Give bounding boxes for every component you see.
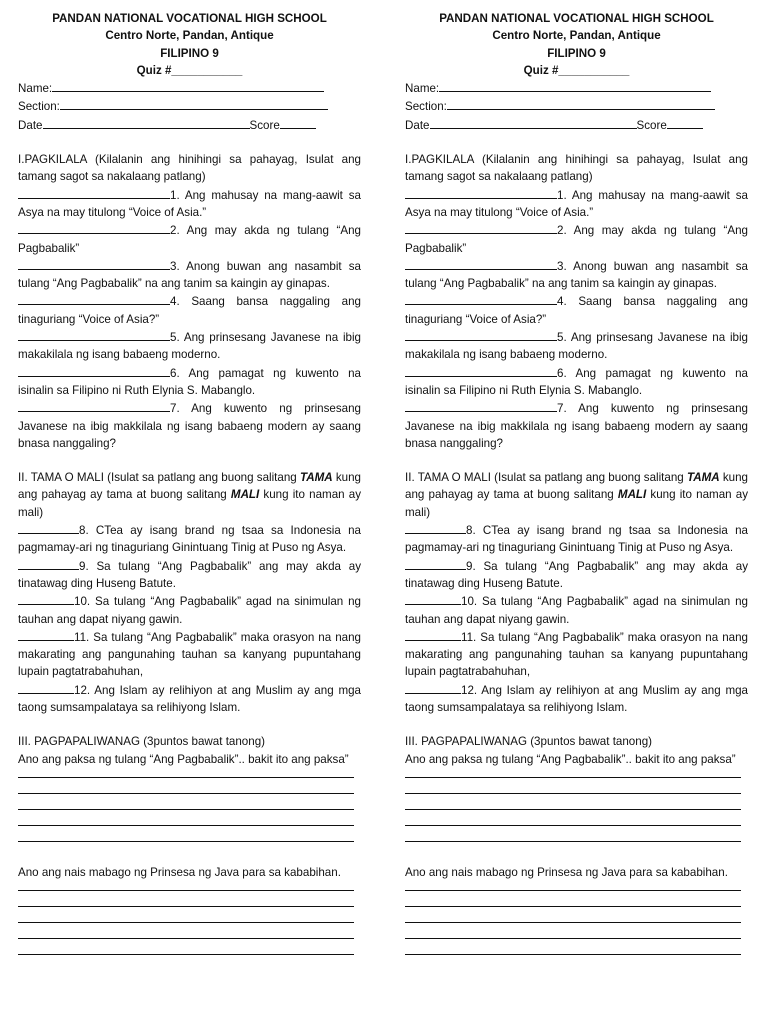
essay-question-2: Ano ang nais mabago ng Prinsesa ng Java para sa kababihan. — [18, 865, 341, 879]
answer-line[interactable] — [18, 794, 354, 810]
question-1: 1. Ang mahusay na mang-aawit sa Asya na may titulong “Voice of Asia.” — [405, 186, 748, 222]
answer-line[interactable] — [405, 826, 741, 842]
question-7: 7. Ang kuwento ng prinsesang Javanese na ibig makkilala ng isang babaeng modern ay saang bnasa nanggaling? — [405, 399, 748, 452]
section-label: Section: — [18, 100, 60, 114]
answer-line[interactable] — [18, 778, 354, 794]
answer-line[interactable] — [18, 891, 354, 907]
answer-blank[interactable] — [18, 681, 74, 694]
question-10: 10. Sa tulang “Ang Pagbabalik” agad na sinimulan ng tauhan ang dapat niyang gawin. — [18, 592, 361, 628]
answer-blank[interactable] — [18, 521, 79, 534]
answer-blank[interactable] — [18, 257, 170, 270]
question-8: 8. CTea ay isang brand ng tsaa sa Indonesia na pagmamay-ari ng tinaguriang Ginintuang Tinig at Puso ng Asya. — [405, 521, 748, 557]
answer-blank[interactable] — [18, 592, 74, 605]
answer-line[interactable] — [18, 907, 354, 923]
part2-title: II. TAMA O MALI (Isulat sa patlang ang buong salitang TAMA kung ang pahayag ay tama at buong salitang MALI kung ito naman ay mali) — [18, 471, 362, 519]
tama-word: TAMA — [686, 471, 720, 485]
section-label: Section: — [405, 100, 447, 114]
answer-line[interactable] — [18, 810, 354, 826]
question-10: 10. Sa tulang “Ang Pagbabalik” agad na sinimulan ng tauhan ang dapat niyang gawin. — [405, 592, 748, 628]
answer-line[interactable] — [405, 794, 741, 810]
question-5: 5. Ang prinsesang Javanese na ibig makakilala ng isang babaeng moderno. — [405, 328, 748, 364]
question-8: 8. CTea ay isang brand ng tsaa sa Indonesia na pagmamay-ari ng tinaguriang Ginintuang Tinig at Puso ng Asya. — [18, 521, 361, 557]
name-label: Name: — [18, 82, 53, 96]
answer-blank[interactable] — [18, 186, 170, 199]
question-12: 12. Ang Islam ay relihiyon at ang Muslim ay ang mga taong sumsampalataya sa relihiyong Islam. — [405, 681, 748, 717]
question-7: 7. Ang kuwento ng prinsesang Javanese na ibig makkilala ng isang babaeng modern ay saang bnasa nanggaling? — [18, 399, 361, 452]
date-score-field[interactable] — [18, 116, 361, 134]
score-label: Score — [636, 118, 667, 132]
score-label: Score — [249, 118, 280, 132]
quiz-copy-left — [18, 10, 361, 955]
answer-blank[interactable] — [18, 557, 79, 570]
question-9: 9. Sa tulang “Ang Pagbabalik” ang may akda ay tinatawag ding Huseng Batute. — [405, 557, 748, 593]
date-score-field[interactable] — [405, 116, 748, 134]
tama-word: TAMA — [299, 471, 333, 485]
name-blank[interactable] — [439, 79, 711, 92]
answer-blank[interactable] — [405, 364, 557, 377]
quiz-number: Quiz #___________ — [523, 63, 630, 77]
section-blank[interactable] — [447, 97, 715, 110]
question-6: 6. Ang pamagat ng kuwento na isinalin sa Filipino ni Ruth Elynia S. Mabanglo. — [18, 364, 361, 400]
school-name: PANDAN NATIONAL VOCATIONAL HIGH SCHOOL — [439, 12, 714, 25]
essay-question-2: Ano ang nais mabago ng Prinsesa ng Java para sa kababihan. — [405, 865, 728, 879]
answer-blank[interactable] — [405, 292, 557, 305]
school-name: PANDAN NATIONAL VOCATIONAL HIGH SCHOOL — [52, 12, 327, 25]
school-address: Centro Norte, Pandan, Antique — [492, 29, 661, 43]
part3-title: III. PAGPAPALIWANAG (3puntos bawat tanong) — [18, 735, 266, 749]
quiz-number: Quiz #___________ — [136, 63, 243, 77]
answer-blank[interactable] — [405, 221, 557, 234]
question-1: 1. Ang mahusay na mang-aawit sa Asya na may titulong “Voice of Asia.” — [18, 186, 361, 222]
answer-blank[interactable] — [405, 592, 461, 605]
answer-blank[interactable] — [18, 328, 170, 341]
question-6: 6. Ang pamagat ng kuwento na isinalin sa Filipino ni Ruth Elynia S. Mabanglo. — [405, 364, 748, 400]
mali-word: MALI — [230, 488, 260, 502]
subject: FILIPINO 9 — [547, 46, 606, 60]
question-3: 3. Anong buwan ang nasambit sa tulang “Ang Pagbabalik” na ang tanim sa kaingin ay ginapas. — [18, 257, 361, 293]
section-blank[interactable] — [60, 97, 328, 110]
answer-blank[interactable] — [405, 257, 557, 270]
section-field[interactable] — [405, 97, 748, 115]
answer-line[interactable] — [405, 810, 741, 826]
answer-line[interactable] — [405, 907, 741, 923]
answer-blank[interactable] — [405, 328, 557, 341]
answer-line[interactable] — [405, 923, 741, 939]
essay-question-1: Ano ang paksa ng tulang “Ang Pagbabalik”.. bakit ito ang paksa” — [18, 752, 349, 766]
essay-question-1: Ano ang paksa ng tulang “Ang Pagbabalik”.. bakit ito ang paksa” — [405, 752, 736, 766]
date-blank[interactable] — [430, 116, 637, 129]
question-4: 4. Saang bansa naggaling ang tinaguriang “Voice of Asia?” — [18, 292, 361, 328]
date-blank[interactable] — [43, 116, 250, 129]
answer-blank[interactable] — [405, 681, 461, 694]
question-11: 11. Sa tulang “Ang Pagbabalik” maka orasyon na nang makarating ang pangunahing tauhan sa kanyang pupuntahang lupain pagtatrabahuhan, — [405, 628, 748, 681]
answer-blank[interactable] — [405, 399, 557, 412]
answer-line[interactable] — [405, 939, 741, 955]
name-field[interactable] — [405, 79, 748, 97]
answer-blank[interactable] — [18, 628, 74, 641]
question-9: 9. Sa tulang “Ang Pagbabalik” ang may akda ay tinatawag ding Huseng Batute. — [18, 557, 361, 593]
date-label: Date — [18, 118, 43, 132]
section-field[interactable] — [18, 97, 361, 115]
mali-word: MALI — [617, 488, 647, 502]
question-2: 2. Ang may akda ng tulang “Ang Pagbabalik” — [18, 221, 361, 257]
answer-line[interactable] — [405, 891, 741, 907]
subject: FILIPINO 9 — [160, 46, 219, 60]
name-label: Name: — [405, 82, 440, 96]
answer-blank[interactable] — [18, 364, 170, 377]
answer-blank[interactable] — [405, 557, 466, 570]
answer-blank[interactable] — [18, 221, 170, 234]
quiz-copy-right — [405, 10, 748, 955]
question-3: 3. Anong buwan ang nasambit sa tulang “Ang Pagbabalik” na ang tanim sa kaingin ay ginapas. — [405, 257, 748, 293]
score-blank[interactable] — [667, 116, 703, 129]
part1-title: I.PAGKILALA (Kilalanin ang hinihingi sa pahayag, Isulat ang tamang sagot sa nakalaang patlang) — [18, 153, 361, 184]
question-12: 12. Ang Islam ay relihiyon at ang Muslim ay ang mga taong sumsampalataya sa relihiyong Islam. — [18, 681, 361, 717]
part3-title: III. PAGPAPALIWANAG (3puntos bawat tanong) — [405, 735, 653, 749]
score-blank[interactable] — [280, 116, 316, 129]
question-4: 4. Saang bansa naggaling ang tinaguriang “Voice of Asia?” — [405, 292, 748, 328]
question-2: 2. Ang may akda ng tulang “Ang Pagbabalik” — [405, 221, 748, 257]
answer-line[interactable] — [18, 826, 354, 842]
school-address: Centro Norte, Pandan, Antique — [105, 29, 274, 43]
answer-line[interactable] — [18, 939, 354, 955]
part2-title: II. TAMA O MALI (Isulat sa patlang ang buong salitang TAMA kung ang pahayag ay tama at buong salitang MALI kung ito naman ay mali) — [405, 471, 749, 519]
date-label: Date — [405, 118, 430, 132]
answer-blank[interactable] — [405, 186, 557, 199]
answer-blank[interactable] — [405, 521, 466, 534]
answer-line[interactable] — [18, 923, 354, 939]
answer-blank[interactable] — [18, 399, 170, 412]
question-11: 11. Sa tulang “Ang Pagbabalik” maka orasyon na nang makarating ang pangunahing tauhan sa kanyang pupuntahang lupain pagtatrabahuhan, — [18, 628, 361, 681]
name-field[interactable] — [18, 79, 361, 97]
question-5: 5. Ang prinsesang Javanese na ibig makakilala ng isang babaeng moderno. — [18, 328, 361, 364]
answer-blank[interactable] — [18, 292, 170, 305]
name-blank[interactable] — [52, 79, 324, 92]
answer-line[interactable] — [405, 778, 741, 794]
answer-blank[interactable] — [405, 628, 461, 641]
part1-title: I.PAGKILALA (Kilalanin ang hinihingi sa pahayag, Isulat ang tamang sagot sa nakalaang patlang) — [405, 153, 748, 184]
